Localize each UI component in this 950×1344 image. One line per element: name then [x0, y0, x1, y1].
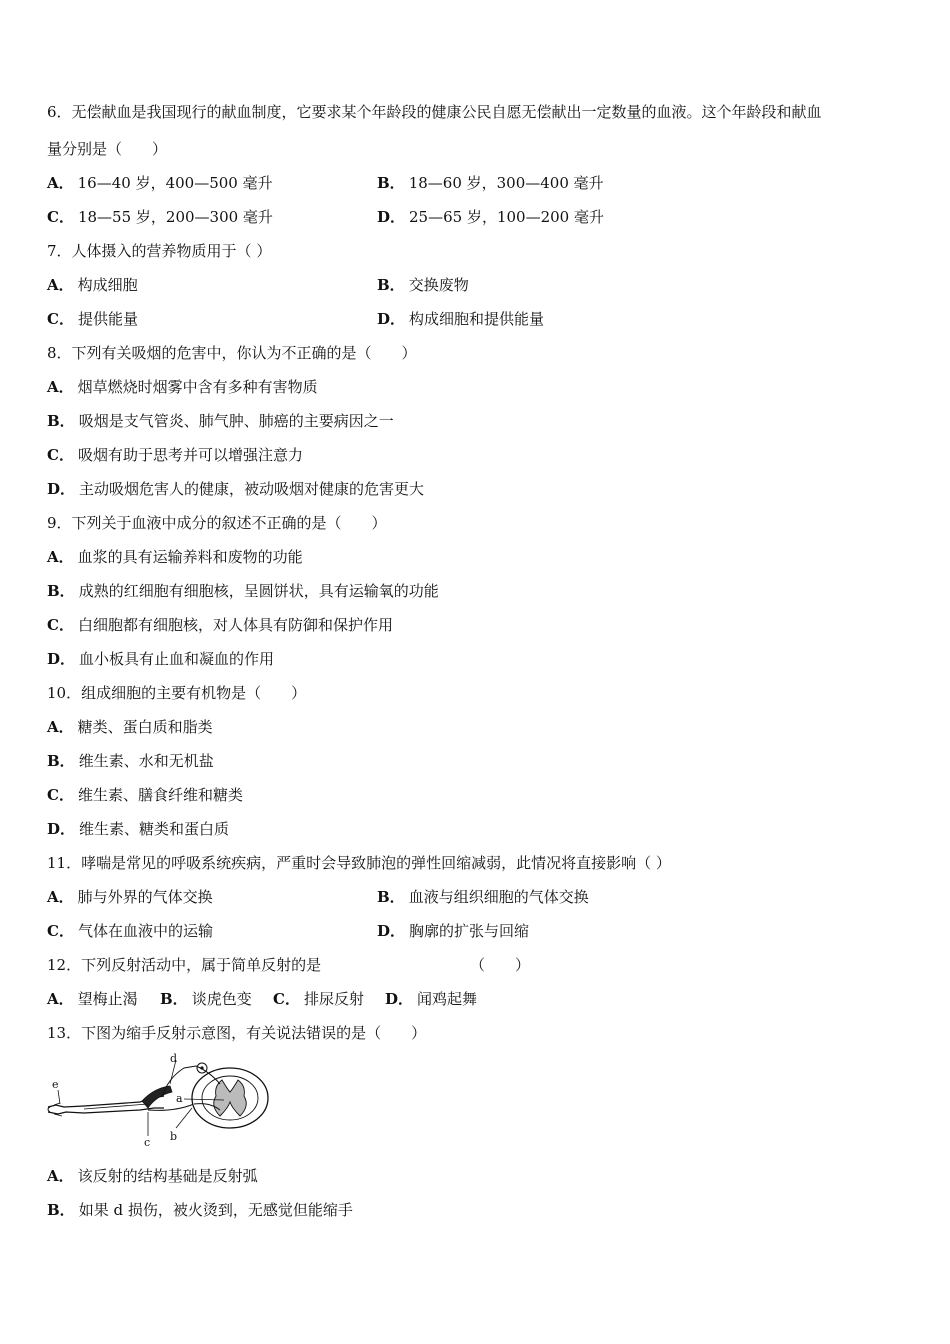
q9-option-b: B． 成熟的红细胞有细胞核，呈圆饼状，具有运输氧的功能	[47, 582, 439, 600]
q13-stem: 13．下图为缩手反射示意图，有关说法错误的是（ ）	[47, 1024, 427, 1042]
q10-option-a: A． 糖类、蛋白质和脂类	[47, 718, 213, 736]
q11-option-c: C． 气体在血液中的运输	[47, 922, 213, 940]
q11-stem: 11．哮喘是常见的呼吸系统疾病，严重时会导致肺泡的弹性回缩减弱，此情况将直接影响（ ）	[47, 854, 671, 872]
q11-option-a: A． 肺与外界的气体交换	[47, 888, 213, 906]
q10-option-c: C． 维生素、膳食纤维和糖类	[47, 786, 243, 804]
figure-label-b: b	[170, 1130, 178, 1143]
q7-option-a: A． 构成细胞	[47, 276, 138, 294]
q9-option-a: A． 血浆的具有运输养料和废物的功能	[47, 548, 303, 566]
q11-option-d: D． 胸廓的扩张与回缩	[377, 922, 530, 940]
q12-answer-paren: （ ）	[470, 956, 531, 974]
q13-option-a: A． 该反射的结构基础是反射弧	[47, 1167, 258, 1185]
reflex-arc-diagram	[44, 1052, 280, 1147]
q9-stem: 9．下列关于血液中成分的叙述不正确的是（ ）	[47, 514, 387, 532]
q6-stem-line2: 量分别是（ ）	[47, 140, 168, 158]
q8-option-c: C． 吸烟有助于思考并可以增强注意力	[47, 446, 303, 464]
q10-stem: 10．组成细胞的主要有机物是（ ）	[47, 684, 307, 702]
q9-option-d: D． 血小板具有止血和凝血的作用	[47, 650, 275, 668]
figure-label-a: a	[176, 1092, 183, 1105]
q6-option-b: B． 18—60 岁，300—400 毫升	[377, 174, 604, 192]
q8-stem: 8．下列有关吸烟的危害中，你认为不正确的是（ ）	[47, 344, 417, 362]
q7-option-b: B． 交换废物	[377, 276, 469, 294]
q9-option-c: C． 白细胞都有细胞核，对人体具有防御和保护作用	[47, 616, 393, 634]
figure-label-d: d	[170, 1052, 178, 1065]
q12-option-a: A． 望梅止渴	[47, 990, 138, 1008]
q10-option-d: D． 维生素、糖类和蛋白质	[47, 820, 230, 838]
q12-option-d: D． 闻鸡起舞	[385, 990, 478, 1008]
figure-label-c: c	[144, 1136, 151, 1147]
q6-option-c: C． 18—55 岁，200—300 毫升	[47, 208, 273, 226]
q10-option-b: B． 维生素、水和无机盐	[47, 752, 214, 770]
q7-stem: 7．人体摄入的营养物质用于（ ）	[47, 242, 272, 260]
q8-option-d: D． 主动吸烟危害人的健康，被动吸烟对健康的危害更大	[47, 480, 425, 498]
figure-label-e: e	[52, 1078, 59, 1091]
q7-option-d: D． 构成细胞和提供能量	[377, 310, 545, 328]
q12-option-c: C． 排尿反射	[273, 990, 364, 1008]
q6-stem-line1: 6．无偿献血是我国现行的献血制度，它要求某个年龄段的健康公民自愿无偿献出一定数量的血液。这个年龄段和献血	[47, 103, 822, 121]
q6-option-d: D． 25—65 岁，100—200 毫升	[377, 208, 604, 226]
q13-option-b: B． 如果 d 损伤，被火烫到，无感觉但能缩手	[47, 1201, 353, 1219]
q12-stem: 12．下列反射活动中，属于简单反射的是	[47, 956, 322, 974]
q6-option-a: A． 16—40 岁，400—500 毫升	[47, 174, 273, 192]
q12-option-b: B． 谈虎色变	[160, 990, 252, 1008]
q8-option-a: A． 烟草燃烧时烟雾中含有多种有害物质	[47, 378, 318, 396]
q7-option-c: C． 提供能量	[47, 310, 138, 328]
q8-option-b: B． 吸烟是支气管炎、肺气肿、肺癌的主要病因之一	[47, 412, 394, 430]
q11-option-b: B． 血液与组织细胞的气体交换	[377, 888, 589, 906]
